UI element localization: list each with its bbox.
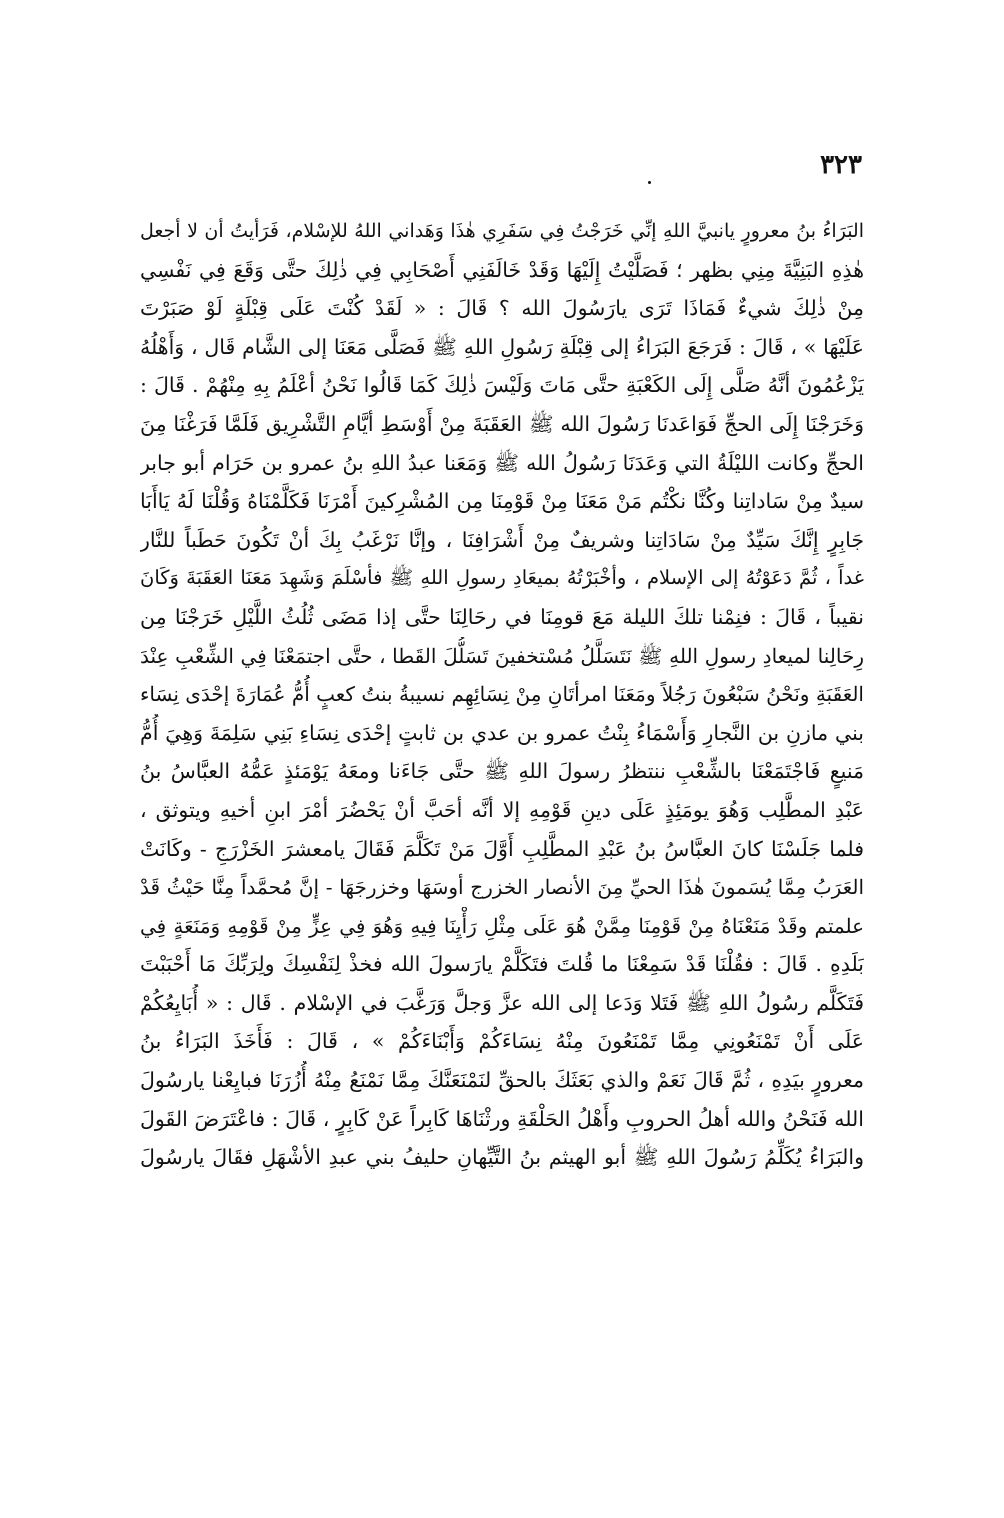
text-line: نقيباً ، قَالَ : فنِمْنا تلكَ الليلة مَعَ قومِنَا في رحَالِنَا حتَّى إذا مَضَى ثُلُثُ اللَّيْلِ خَرَجْنَا مِن (140, 604, 864, 629)
text-line: رِحَالِنا لميعادِ رسولِ اللهِ ﷺ نَتَسَلَّلُ مُسْتخفينَ تَسَلُّلَ القَطا ، حتَّى اجتمَعْنَا فِي الشِّعْبِ عِنْدَ (140, 643, 864, 668)
text-line: الحجِّ وكانت الليْلَةُ التي وَعَدَنَا رَسُولُ الله ﷺ وَمَعَنا عبدُ اللهِ بنُ عمرو بن حَرَام أبو جابر (140, 450, 864, 475)
text-line: مِنْ ذٰلِكَ شيءٌ فَمَاذَا تَرَى يارَسُولَ الله ؟ قَالَ : « لَقَدْ كُنْتَ عَلَى قِبْلَةٍ لَوْ صَبَرْتَ (140, 296, 864, 321)
text-line: والبَرَاءُ يُكَلِّمُ رَسُولَ اللهِ ﷺ أبو الهيثم بنُ التَّيِّهانِ حليفُ بني عبدِ الأشْهَلِ فقَالَ يارسُولَ (140, 1145, 864, 1170)
text-line: هٰذِهِ البَنِيَّةَ مِنِي بظهر ؛ فَصَلَّيْتُ إِلَيْهَا وَقَدْ خَالَفَنِي أَصْحَابِي فِي ذٰلِكَ حتَّى وَقَعَ فِي نَفْسِي (140, 257, 864, 282)
text-line: علمتم وقَدْ مَنَعْنَاهُ مِنْ قَوْمِنَا مِمَّنْ هُوَ عَلَى مِثْلِ رَأْيِنَا فِيهِ وَهُوَ فِي عِزٍّ مِنْ قَوْمِهِ وَمَنَعَةٍ فِي (140, 913, 864, 938)
text-line: بني مازنِ بن النَّجارِ وَأَسْمَاءُ بِنْتُ عمرو بن عدي بن ثابتٍ إحْدَى نِسَاءِ بَنِي سَلِمَةَ وَهِيَ أُمُّ (140, 720, 864, 745)
text-line: فَتَكَلَّم رسُولُ اللهِ ﷺ فَتَلا وَدَعا إلى الله عزَّ وَجلَّ وَرَغَّبَ في الإسْلام . قَال : « أُبَايِعُكُمْ (140, 990, 864, 1015)
text-line: فلما جَلَسْنَا كانَ العبَّاسُ بنُ عَبْدِ المطَّلِبِ أَوَّلَ مَنْ تَكَلَّمَ فَقَالَ يامعشرَ الخَزْرَجِ - وكَانَتْ (140, 836, 864, 861)
text-line: الله فَنَحْنُ والله أهلُ الحروبِ وأَهْلُ الحَلْقَةِ ورثْنَاهَا كَابِراً عَنْ كَابِرٍ ، قَالَ : فاعْتَرَضَ القَولَ (140, 1106, 864, 1131)
text-line: العَقَبَةِ ونَحْنُ سَبْعُونَ رَجُلاً ومَعَنَا امرأتَانِ مِنْ نِسَائِهِم نسيبةُ بنتُ كعبٍ أُمُّ عُمَارَةَ إحْدَى نِسَاء (140, 682, 864, 707)
text-line: معرورٍ بيَدِهِ ، ثُمَّ قَالَ نَعَمْ والذي بَعَثَكَ بالحقِّ لنَمْنَعَنَّكَ مِمَّا نَمْنَعُ مِنْهُ أُزُرَنَا فبايِعْنا يارسُولَ (140, 1068, 864, 1093)
text-line: عَلَى أَنْ تَمْنَعُونِي مِمَّا تَمْنَعُونَ مِنْهُ نِسَاءَكُمْ وَأَبْنَاءَكُمْ » ، قَالَ : فَأَخَذَ البَرَاءُ بنُ (140, 1029, 864, 1054)
text-line: مَنيعٍ فَاجْتَمَعْنَا بالشِّعْبِ ننتظرُ رسولَ اللهِ ﷺ حتَّى جَاءَنا ومعَهُ يَوْمَئذٍ عَمُّهُ العبَّاسُ بنُ (140, 759, 864, 784)
text-line: البَرَاءُ بنُ معرورٍ يانبيَّ اللهِ إنِّي خَرَجْتُ فِي سَفَرِي هٰذَا وَهَداني اللهُ للإسْلام، فَرَأيتُ أن لا أجعل (140, 220, 864, 242)
text-line: بَلَدِهِ . قَالَ : فقُلْنَا قَدْ سَمِعْنَا ما قُلتَ فتَكَلَّمْ يارَسولَ الله فخذْ لِنَفْسِكَ ولِرَبِّكَ مَا أَحْبَبْتَ (140, 952, 864, 977)
text-line: عَبْدِ المطَّلِب وَهُوَ يومَئِذٍ عَلَى دينِ قَوْمِهِ إلا أنَّه أحَبَّ أنْ يَحْضُرَ أمْرَ ابنِ أخيهِ ويتوثق ، (140, 797, 864, 822)
text-line: يَزْعُمُونَ أنَّهُ صَلَّى إِلَى الكَعْبَةِ حتَّى مَاتَ وَلَيْسَ ذٰلِكَ كَمَا قَالُوا نَحْنُ أعْلَمُ بِهِ مِنْهُمْ . قَالَ : (140, 373, 864, 398)
text-line: العَرَبُ مِمَّا يُسَمونَ هٰذَا الحيِّ مِنَ الأنصار الخزرج أوسَهَا وخزرجَهَا - إنَّ مُحمَّداً مِنَّا حَيْثُ قَدْ (140, 875, 864, 900)
text-line: سيدٌ مِنْ سَاداتِنا وكُنَّا نكْتُم مَنْ مَعَنَا مِنْ قَوْمِنَا مِن المُشْرِكينَ أَمْرَنَا فَكَلَّمْنَاهُ وَقُلْنَا لَهُ يَاأَبَا (140, 489, 864, 514)
text-line: عَلَيْهَا » ، قَالَ : فَرَجَعَ البَرَاءُ إلى قِبْلَةِ رَسُولِ اللهِ ﷺ فَصَلَّى مَعَنَا إلى الشَّام قَال ، وَأَهْلُهُ (140, 334, 864, 359)
page-mark-dot (648, 181, 651, 184)
body-text (140, 212, 864, 1177)
text-line: وَخَرَجْنَا إِلَى الحجِّ فَوَاعَدنَا رَسُولَ الله ﷺ العَقَبَةَ مِنْ أَوْسَطِ أيَّامِ التَّشْرِيق فَلَمَّا فَرَغْنَا مِنَ (140, 411, 864, 436)
text-line: جَابِرٍ إِنَّكَ سَيِّدٌ مِنْ سَادَاتِنا وشريفٌ مِنْ أَشْرَافِنَا ، وإنَّا نَرْغَبُ بِكَ أنْ تَكُونَ حَطَباً للنَّار (140, 527, 864, 552)
page-number: ٣٢٣ (820, 150, 862, 180)
text-line: غداً ، ثُمَّ دَعَوْتُهُ إلى الإسلام ، وأخْبَرْتُهُ بميعَادِ رسولِ اللهِ ﷺ فأسْلَمَ وَشَهِدَ مَعَنَا العَقَبَةَ وَكَانَ (140, 566, 864, 590)
